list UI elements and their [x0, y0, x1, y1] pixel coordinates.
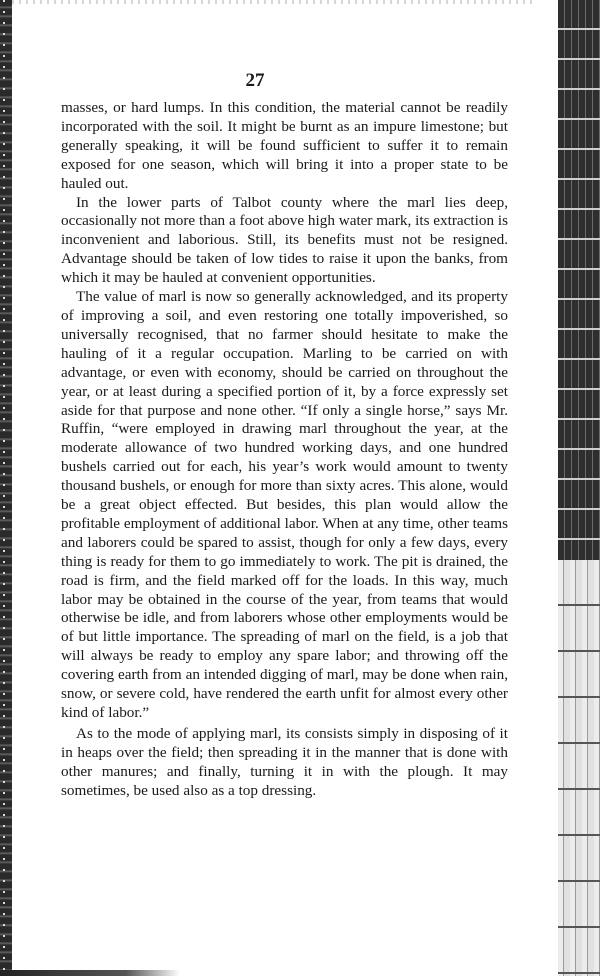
scan-binding-edge-left — [0, 0, 12, 976]
body-text — [61, 99, 508, 801]
paragraph-value-of-marl: The value of marl is now so generally acknowledged, and its property of improving a soil, and even restoring one totally impoverished, so universally recognised, that no farmer should hesitate to make the hauling of it a regular occupation. Marling to be carried on with advantage, or even with economy, should be carried on throughout the year, or at least during a specified portion of it, by a force expressly set aside for that purpose and none other. “If only a single horse,” says Mr. Ruffin, “were employed in drawing marl throughout the year, at the moderate allowance of two hundred working days, and one hundred bushels carried out for each, his year’s work would amount to twenty thousand bushels, or enough for more than sixty acres. This alone, would be a great object effected. But besides, this plan would allow the profitable employment of additional labor. When at any time, other teams and laborers could be spared to assist, though for only a few days, every thing is ready for them to go immediately to work. The pit is drained, the road is firm, and the field marked off for the loads. In this way, much labor may be obtained in the course of the year, from teams that would otherwise be idle, and from laborers whose other employments would be of but little importance. The spreading of marl on the field, is a job that will always be ready to employ any spare labor; and throwing off the covering earth from an intended digging of marl, may be done when rain, snow, or severe cold, have rendered the earth unfit for almost every other kind of labor.” — [61, 288, 508, 721]
scan-edge-dark-region — [558, 0, 600, 560]
scan-bottom-edge — [0, 970, 180, 976]
scan-top-edge — [12, 0, 532, 4]
scan-adjacent-page-edge — [558, 0, 600, 976]
paragraph-continued: masses, or hard lumps. In this condition, the material cannot be readily incorporated with the soil. It might be burnt as an impure limestone; but generally speaking, it will be found sufficient to suffer it to remain exposed for one season, which will bring it into a proper state to be hauled out. — [61, 99, 508, 192]
paragraph-talbot-county: In the lower parts of Talbot county where the marl lies deep, occasionally not more than a foot above high water mark, its extraction is inconvenient and laborious. Still, its benefits must not be resigned. Advantage should be taken of low tides to raise it upon the banks, from which it may be hauled at convenient opportunities. — [61, 193, 508, 287]
scan-edge-light-region — [558, 560, 600, 976]
page-number: 27 — [245, 70, 265, 91]
paragraph-mode-of-applying: As to the mode of applying marl, its consists simply in disposing of it in heaps over the field; then spreading it in the manner that is done with other manures; and finally, turning it in with the plough. It may sometimes, be used also as a top dressing. — [61, 724, 508, 799]
